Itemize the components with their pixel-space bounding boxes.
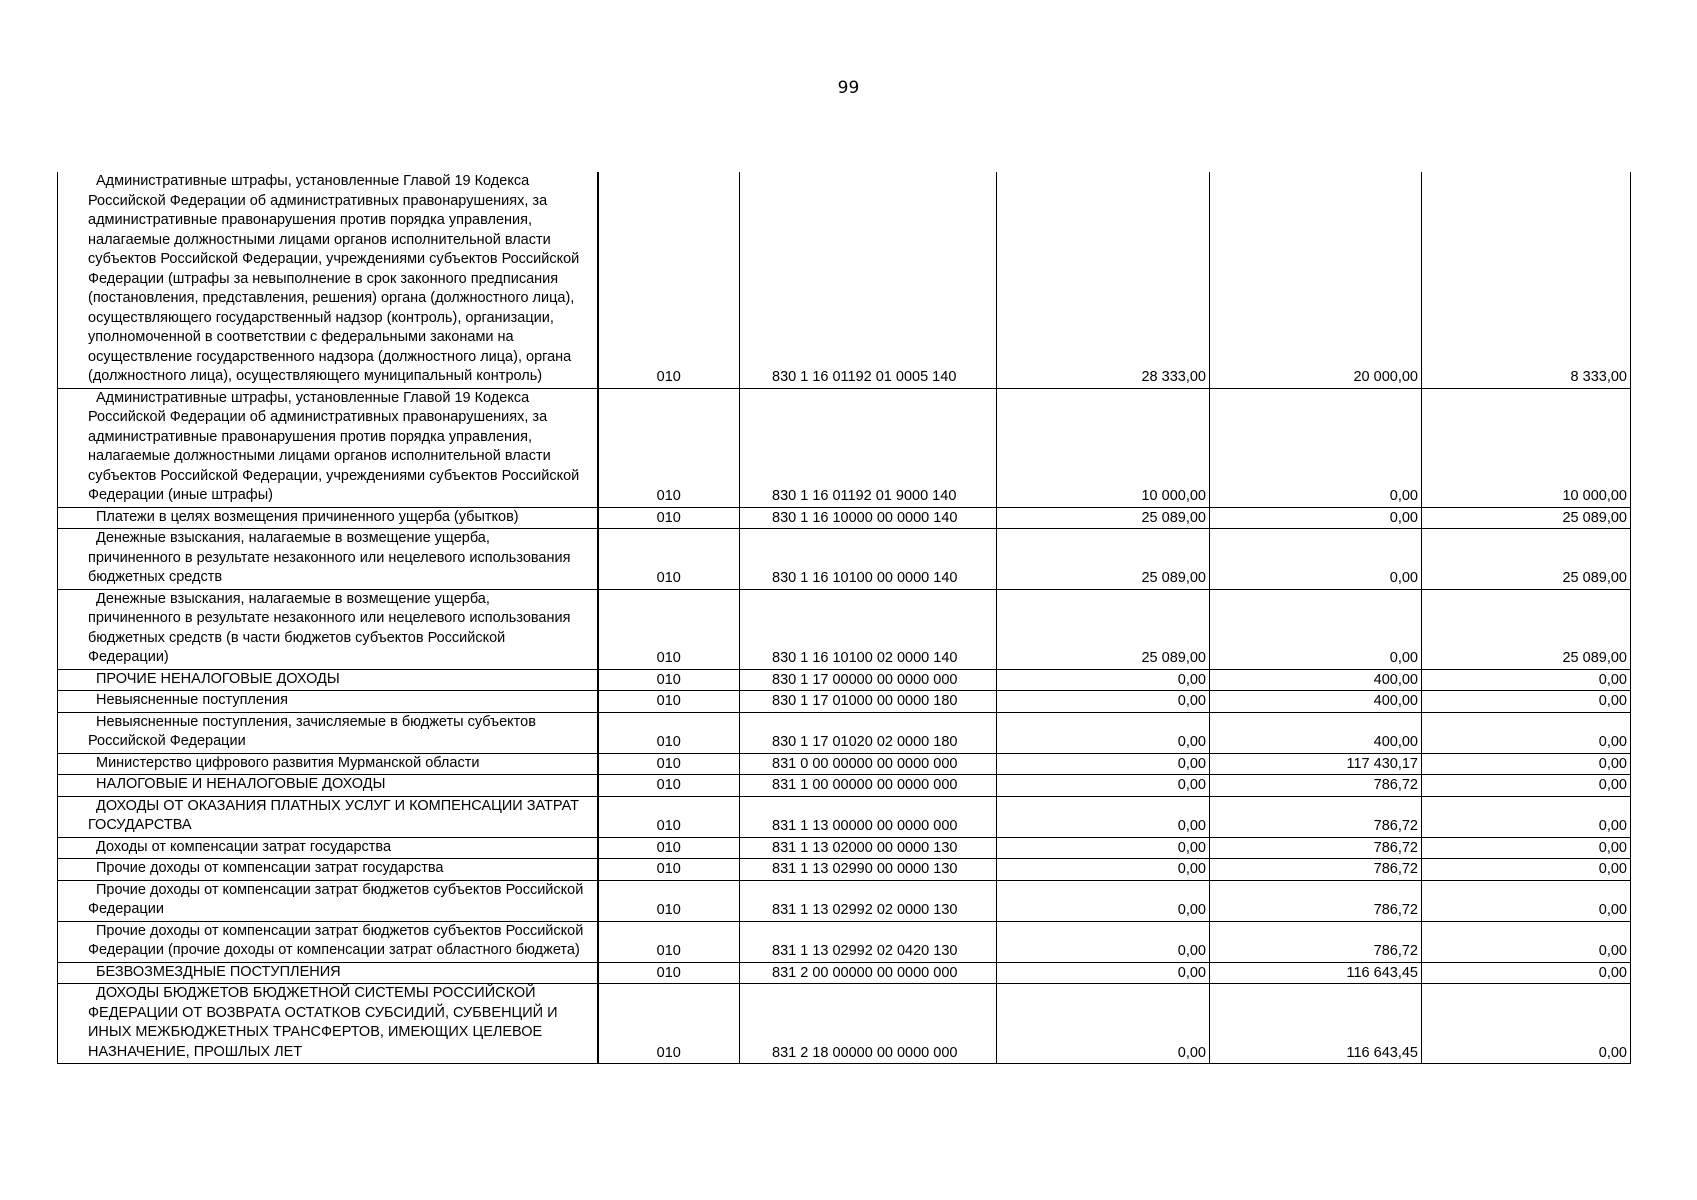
amount-cell-c: 0,00 <box>1422 712 1631 753</box>
amount-cell-b: 0,00 <box>1210 589 1422 669</box>
amount-cell-a: 25 089,00 <box>997 529 1210 590</box>
budget-classification-code-cell: 831 1 13 00000 00 0000 000 <box>740 796 997 837</box>
amount-cell-a: 0,00 <box>997 837 1210 859</box>
table-row <box>58 753 1631 775</box>
amount-cell-a: 0,00 <box>997 753 1210 775</box>
amount-cell-a: 0,00 <box>997 962 1210 984</box>
budget-classification-code-cell: 831 1 00 00000 00 0000 000 <box>740 775 997 797</box>
income-name-cell: Денежные взыскания, налагаемые в возмещение ущерба, причиненного в результате незаконного или нецелевого использования бюджетных средств (в части бюджетов субъектов Российской Федерации) <box>58 589 598 669</box>
amount-cell-c: 25 089,00 <box>1422 529 1631 590</box>
table-row <box>58 507 1631 529</box>
amount-cell-a: 0,00 <box>997 691 1210 713</box>
amount-cell-a: 0,00 <box>997 712 1210 753</box>
page-number: 99 <box>837 78 860 98</box>
budget-classification-code-cell: 830 1 16 10100 02 0000 140 <box>740 589 997 669</box>
amount-cell-c: 25 089,00 <box>1422 589 1631 669</box>
income-name-cell: Прочие доходы от компенсации затрат государства <box>58 859 598 881</box>
amount-cell-a: 28 333,00 <box>997 172 1210 388</box>
income-name-cell: ПРОЧИЕ НЕНАЛОГОВЫЕ ДОХОДЫ <box>58 669 598 691</box>
table-row <box>58 712 1631 753</box>
amount-cell-b: 400,00 <box>1210 691 1422 713</box>
amount-cell-c: 0,00 <box>1422 796 1631 837</box>
table-row <box>58 962 1631 984</box>
amount-cell-a: 0,00 <box>997 669 1210 691</box>
amount-cell-b: 0,00 <box>1210 507 1422 529</box>
table-row <box>58 388 1631 507</box>
income-name-cell: ДОХОДЫ БЮДЖЕТОВ БЮДЖЕТНОЙ СИСТЕМЫ РОССИЙСКОЙ ФЕДЕРАЦИИ ОТ ВОЗВРАТА ОСТАТКОВ СУБСИДИЙ, СУБВЕНЦИЙ И ИНЫХ МЕЖБЮДЖЕТНЫХ ТРАНСФЕРТОВ, ИМЕЮЩИХ ЦЕЛЕВОЕ НАЗНАЧЕНИЕ, ПРОШЛЫХ ЛЕТ <box>58 984 598 1064</box>
table-row <box>58 669 1631 691</box>
line-code-cell: 010 <box>598 712 740 753</box>
amount-cell-c: 0,00 <box>1422 880 1631 921</box>
line-code-cell: 010 <box>598 589 740 669</box>
income-name-cell: Платежи в целях возмещения причиненного ущерба (убытков) <box>58 507 598 529</box>
income-name-cell: Прочие доходы от компенсации затрат бюджетов субъектов Российской Федерации <box>58 880 598 921</box>
amount-cell-a: 0,00 <box>997 984 1210 1064</box>
amount-cell-b: 786,72 <box>1210 859 1422 881</box>
line-code-cell: 010 <box>598 984 740 1064</box>
amount-cell-a: 10 000,00 <box>997 388 1210 507</box>
amount-cell-c: 0,00 <box>1422 775 1631 797</box>
budget-classification-code-cell: 830 1 17 01020 02 0000 180 <box>740 712 997 753</box>
budget-classification-code-cell: 830 1 16 01192 01 0005 140 <box>740 172 997 388</box>
amount-cell-c: 0,00 <box>1422 691 1631 713</box>
income-name-cell: Административные штрафы, установленные Главой 19 Кодекса Российской Федерации об административных правонарушениях, за административные правонарушения против порядка управления, налагаемые должностными лицами органов исполнительной власти субъектов Российской Федерации, учреждениями субъектов Российской Федерации (штрафы за невыполнение в срок законного предписания (постановления, представления, решения) органа (должностного лица), осуществляющего государственный надзор (контроль), организации, уполномоченной в соответствии с федеральными законами на осуществление государственного надзора (должностного лица), органа (должностного лица), осуществляющего муниципальный контроль) <box>58 172 598 388</box>
income-name-cell: Невыясненные поступления <box>58 691 598 713</box>
table-row <box>58 880 1631 921</box>
table-row <box>58 589 1631 669</box>
amount-cell-a: 0,00 <box>997 921 1210 962</box>
amount-cell-c: 0,00 <box>1422 669 1631 691</box>
amount-cell-b: 400,00 <box>1210 669 1422 691</box>
line-code-cell: 010 <box>598 172 740 388</box>
amount-cell-c: 0,00 <box>1422 984 1631 1064</box>
budget-classification-code-cell: 831 1 13 02992 02 0000 130 <box>740 880 997 921</box>
income-name-cell: БЕЗВОЗМЕЗДНЫЕ ПОСТУПЛЕНИЯ <box>58 962 598 984</box>
budget-classification-code-cell: 831 2 18 00000 00 0000 000 <box>740 984 997 1064</box>
line-code-cell: 010 <box>598 796 740 837</box>
income-name-cell: Административные штрафы, установленные Главой 19 Кодекса Российской Федерации об административных правонарушениях, за административные правонарушения против порядка управления, налагаемые должностными лицами органов исполнительной власти субъектов Российской Федерации, учреждениями субъектов Российской Федерации (иные штрафы) <box>58 388 598 507</box>
amount-cell-b: 116 643,45 <box>1210 984 1422 1064</box>
income-name-cell: Невыясненные поступления, зачисляемые в бюджеты субъектов Российской Федерации <box>58 712 598 753</box>
amount-cell-b: 117 430,17 <box>1210 753 1422 775</box>
line-code-cell: 010 <box>598 691 740 713</box>
amount-cell-a: 25 089,00 <box>997 589 1210 669</box>
table-row <box>58 691 1631 713</box>
table-row <box>58 796 1631 837</box>
line-code-cell: 010 <box>598 669 740 691</box>
amount-cell-b: 786,72 <box>1210 775 1422 797</box>
amount-cell-c: 25 089,00 <box>1422 507 1631 529</box>
budget-classification-code-cell: 831 1 13 02992 02 0420 130 <box>740 921 997 962</box>
budget-classification-code-cell: 831 2 00 00000 00 0000 000 <box>740 962 997 984</box>
income-name-cell: Денежные взыскания, налагаемые в возмещение ущерба, причиненного в результате незаконного или нецелевого использования бюджетных средств <box>58 529 598 590</box>
line-code-cell: 010 <box>598 775 740 797</box>
amount-cell-b: 786,72 <box>1210 921 1422 962</box>
budget-classification-code-cell: 831 1 13 02990 00 0000 130 <box>740 859 997 881</box>
income-name-cell: ДОХОДЫ ОТ ОКАЗАНИЯ ПЛАТНЫХ УСЛУГ И КОМПЕНСАЦИИ ЗАТРАТ ГОСУДАРСТВА <box>58 796 598 837</box>
line-code-cell: 010 <box>598 921 740 962</box>
amount-cell-b: 786,72 <box>1210 880 1422 921</box>
amount-cell-b: 400,00 <box>1210 712 1422 753</box>
amount-cell-c: 10 000,00 <box>1422 388 1631 507</box>
line-code-cell: 010 <box>598 880 740 921</box>
line-code-cell: 010 <box>598 529 740 590</box>
table-row <box>58 984 1631 1064</box>
line-code-cell: 010 <box>598 859 740 881</box>
table-row <box>58 529 1631 590</box>
amount-cell-b: 786,72 <box>1210 837 1422 859</box>
amount-cell-b: 0,00 <box>1210 529 1422 590</box>
amount-cell-a: 0,00 <box>997 880 1210 921</box>
budget-classification-code-cell: 831 0 00 00000 00 0000 000 <box>740 753 997 775</box>
income-name-cell: Прочие доходы от компенсации затрат бюджетов субъектов Российской Федерации (прочие доходы от компенсации затрат областного бюджета) <box>58 921 598 962</box>
income-name-cell: Министерство цифрового развития Мурманской области <box>58 753 598 775</box>
line-code-cell: 010 <box>598 753 740 775</box>
budget-classification-code-cell: 830 1 16 10100 00 0000 140 <box>740 529 997 590</box>
amount-cell-a: 0,00 <box>997 859 1210 881</box>
amount-cell-c: 0,00 <box>1422 859 1631 881</box>
budget-classification-code-cell: 830 1 17 01000 00 0000 180 <box>740 691 997 713</box>
amount-cell-a: 25 089,00 <box>997 507 1210 529</box>
income-name-cell: НАЛОГОВЫЕ И НЕНАЛОГОВЫЕ ДОХОДЫ <box>58 775 598 797</box>
line-code-cell: 010 <box>598 837 740 859</box>
amount-cell-c: 8 333,00 <box>1422 172 1631 388</box>
budget-classification-code-cell: 830 1 17 00000 00 0000 000 <box>740 669 997 691</box>
table-row <box>58 837 1631 859</box>
amount-cell-b: 786,72 <box>1210 796 1422 837</box>
income-report-table <box>57 172 1631 1064</box>
amount-cell-b: 20 000,00 <box>1210 172 1422 388</box>
amount-cell-b: 116 643,45 <box>1210 962 1422 984</box>
budget-classification-code-cell: 830 1 16 10000 00 0000 140 <box>740 507 997 529</box>
report-table-body <box>58 172 1631 1064</box>
line-code-cell: 010 <box>598 388 740 507</box>
table-row <box>58 775 1631 797</box>
income-name-cell: Доходы от компенсации затрат государства <box>58 837 598 859</box>
amount-cell-c: 0,00 <box>1422 837 1631 859</box>
table-row <box>58 859 1631 881</box>
amount-cell-c: 0,00 <box>1422 921 1631 962</box>
amount-cell-c: 0,00 <box>1422 962 1631 984</box>
amount-cell-b: 0,00 <box>1210 388 1422 507</box>
amount-cell-c: 0,00 <box>1422 753 1631 775</box>
table-row <box>58 172 1631 388</box>
amount-cell-a: 0,00 <box>997 796 1210 837</box>
line-code-cell: 010 <box>598 962 740 984</box>
budget-classification-code-cell: 830 1 16 01192 01 9000 140 <box>740 388 997 507</box>
line-code-cell: 010 <box>598 507 740 529</box>
budget-classification-code-cell: 831 1 13 02000 00 0000 130 <box>740 837 997 859</box>
amount-cell-a: 0,00 <box>997 775 1210 797</box>
table-row <box>58 921 1631 962</box>
